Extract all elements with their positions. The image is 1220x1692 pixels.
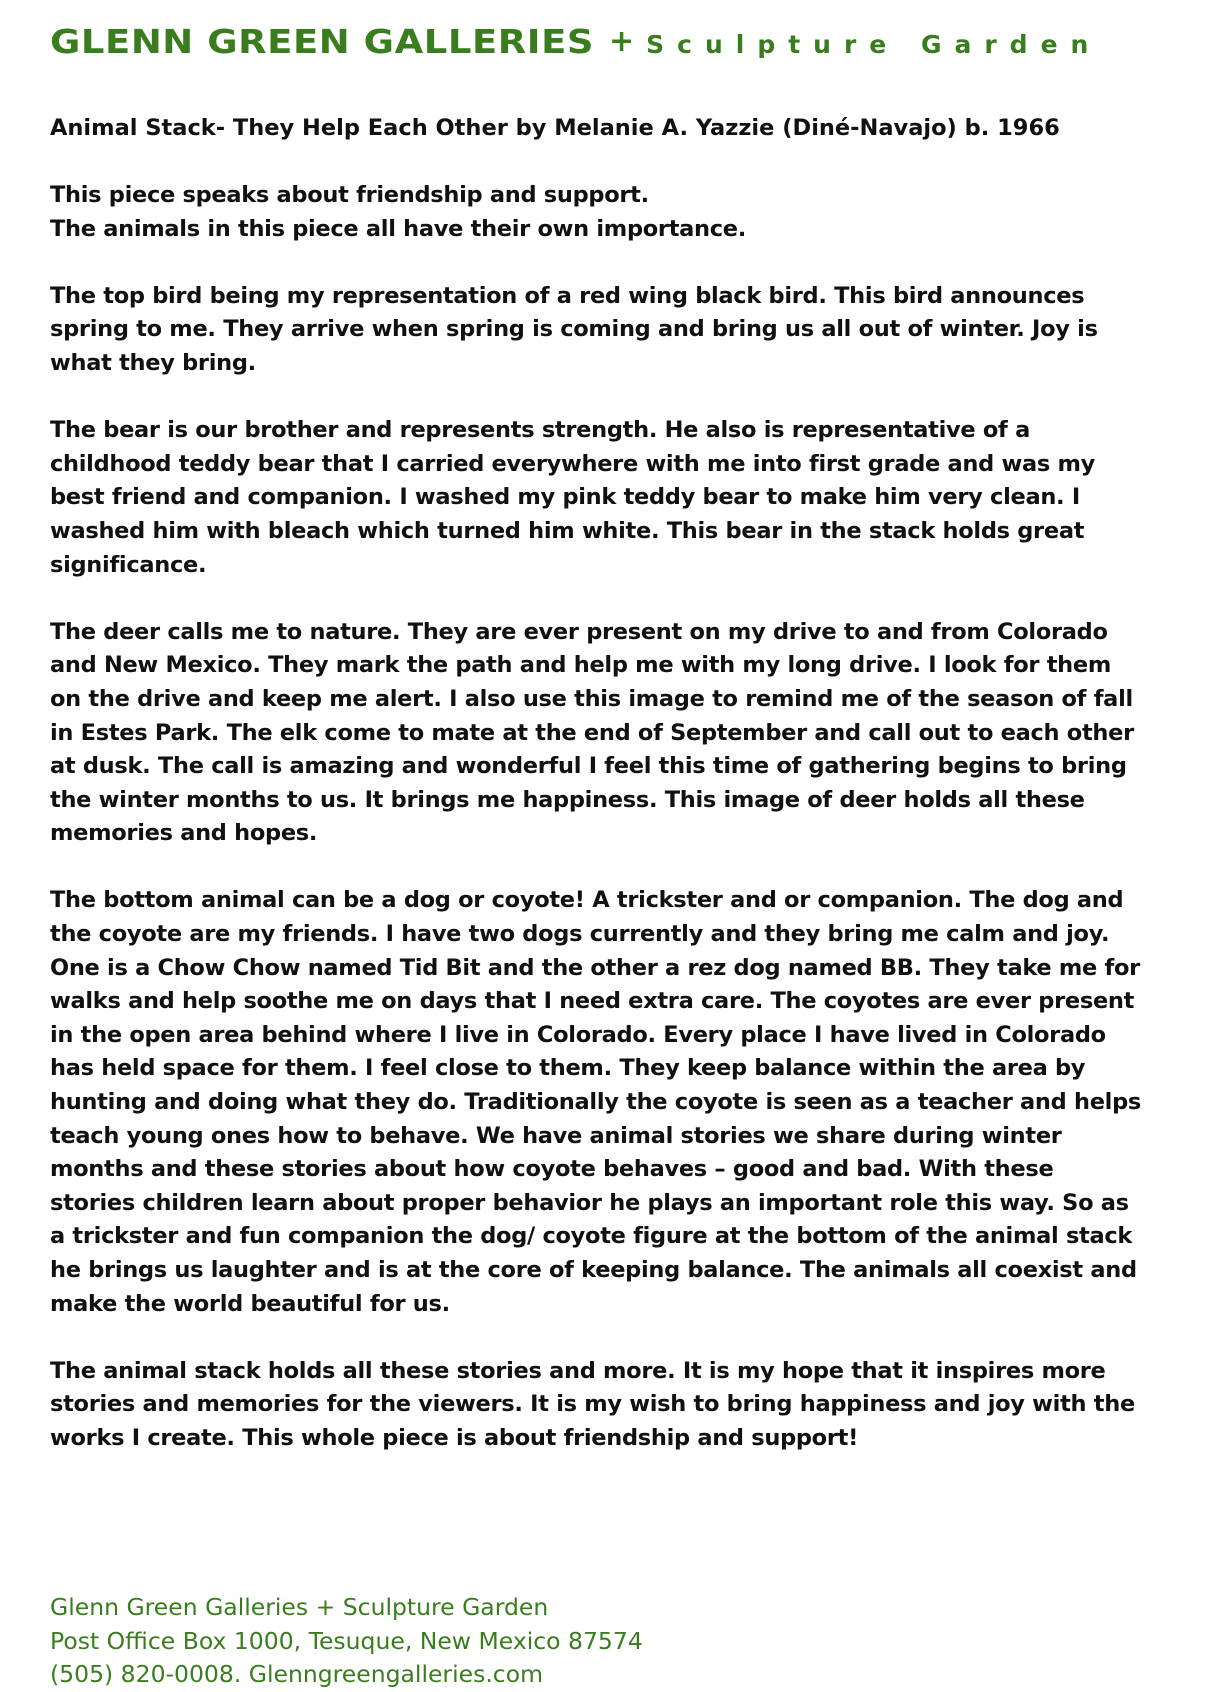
paragraph-line: best friend and companion. I washed my pink teddy bear to make him very clean. I [50,484,1080,511]
gallery-header [50,18,1170,64]
footer-address: Post Office Box 1000, Tesuque, New Mexico 87574 [50,1626,643,1655]
paragraph-line: has held space for them. I feel close to them. They keep balance within the area by [50,1055,1086,1082]
paragraph-line: works I create. This whole piece is about friendship and support! [50,1424,859,1451]
paragraph-line: washed him with bleach which turned him white. This bear in the stack holds great [50,517,1085,544]
statement-paragraph [50,414,1165,582]
paragraph-line: significance. [50,551,207,578]
paragraph-line: The bear is our brother and represents strength. He also is representative of a [50,417,1030,444]
paragraph-line: the winter months to us. It brings me happiness. This image of deer holds all these [50,786,1085,813]
gallery-logo-text: GLENN GREEN GALLERIES [50,21,595,61]
paragraph-line: stories children learn about proper behavior he plays an important role this way. So as [50,1189,1129,1216]
paragraph-line: at dusk. The call is amazing and wonderful I feel this time of gathering begins to bring [50,753,1127,780]
paragraph-line: One is a Chow Chow named Tid Bit and the other a rez dog named BB. They take me for [50,954,1140,981]
paragraph-line: The top bird being my representation of a red wing black bird. This bird announces [50,282,1085,309]
statement-paragraph [50,616,1165,851]
footer-phone-website: (505) 820-0008. Glenngreengalleries.com [50,1660,543,1688]
statement-paragraph [50,884,1165,1321]
paragraph-line: memories and hopes. [50,820,318,847]
paragraph-line: hunting and doing what they do. Traditionally the coyote is seen as a teacher and helps [50,1089,1141,1116]
paragraph-line: The deer calls me to nature. They are ever present on my drive to and from Colorado [50,618,1108,645]
statement-paragraph [50,1355,1165,1456]
logo-subtitle: Sculpture Garden [646,29,1102,59]
paragraph-line: what they bring. [50,349,256,376]
paragraph-line: in Estes Park. The elk come to mate at the end of September and call out to each other [50,719,1134,746]
paragraph-line: a trickster and fun companion the dog/ coyote figure at the bottom of the animal stack [50,1223,1133,1250]
paragraph-line: months and these stories about how coyote behaves – good and bad. With these [50,1156,1054,1183]
footer-gallery-name: Glenn Green Galleries + Sculpture Garden [50,1593,549,1621]
paragraph-line: stories and memories for the viewers. It is my wish to bring happiness and joy with the [50,1391,1135,1418]
statement-paragraph [50,179,1165,246]
paragraph-line: This piece speaks about friendship and support. [50,182,649,208]
footer-contact [50,1591,643,1692]
artist-statement [50,179,1165,1489]
paragraph-line: in the open area behind where I live in Colorado. Every place I have lived in Colorado [50,1021,1106,1048]
paragraph-line: make the world beautiful for us. [50,1290,450,1317]
statement-paragraph [50,280,1165,381]
paragraph-line: on the drive and keep me alert. I also use this image to remind me of the season of fall [50,685,1133,712]
paragraph-line: The animal stack holds all these stories and more. It is my hope that it inspires more [50,1357,1106,1384]
paragraph-line: teach young ones how to behave. We have animal stories we share during winter [50,1122,1062,1149]
paragraph-line: The animals in this piece all have their own importance. [50,215,747,242]
paragraph-line: spring to me. They arrive when spring is coming and bring us all out of winter. Joy is [50,316,1098,343]
paragraph-line: walks and help soothe me on days that I need extra care. The coyotes are ever present [50,988,1135,1015]
paragraph-line: he brings us laughter and is at the core of keeping balance. The animals all coexist and [50,1257,1137,1283]
paragraph-line: childhood teddy bear that I carried everywhere with me into first grade and was my [50,450,1095,477]
artwork-title: Animal Stack- They Help Each Other by Melanie A. Yazzie (Diné-Navajo) b. 1966 [50,115,1060,141]
document-page [50,18,1170,1688]
paragraph-line: the coyote are my friends. I have two dogs currently and they bring me calm and joy. [50,921,1110,948]
paragraph-line: and New Mexico. They mark the path and help me with my long drive. I look for them [50,652,1112,679]
logo-plus: + [609,23,635,59]
paragraph-line: The bottom animal can be a dog or coyote! A trickster and or companion. The dog and [50,887,1124,914]
